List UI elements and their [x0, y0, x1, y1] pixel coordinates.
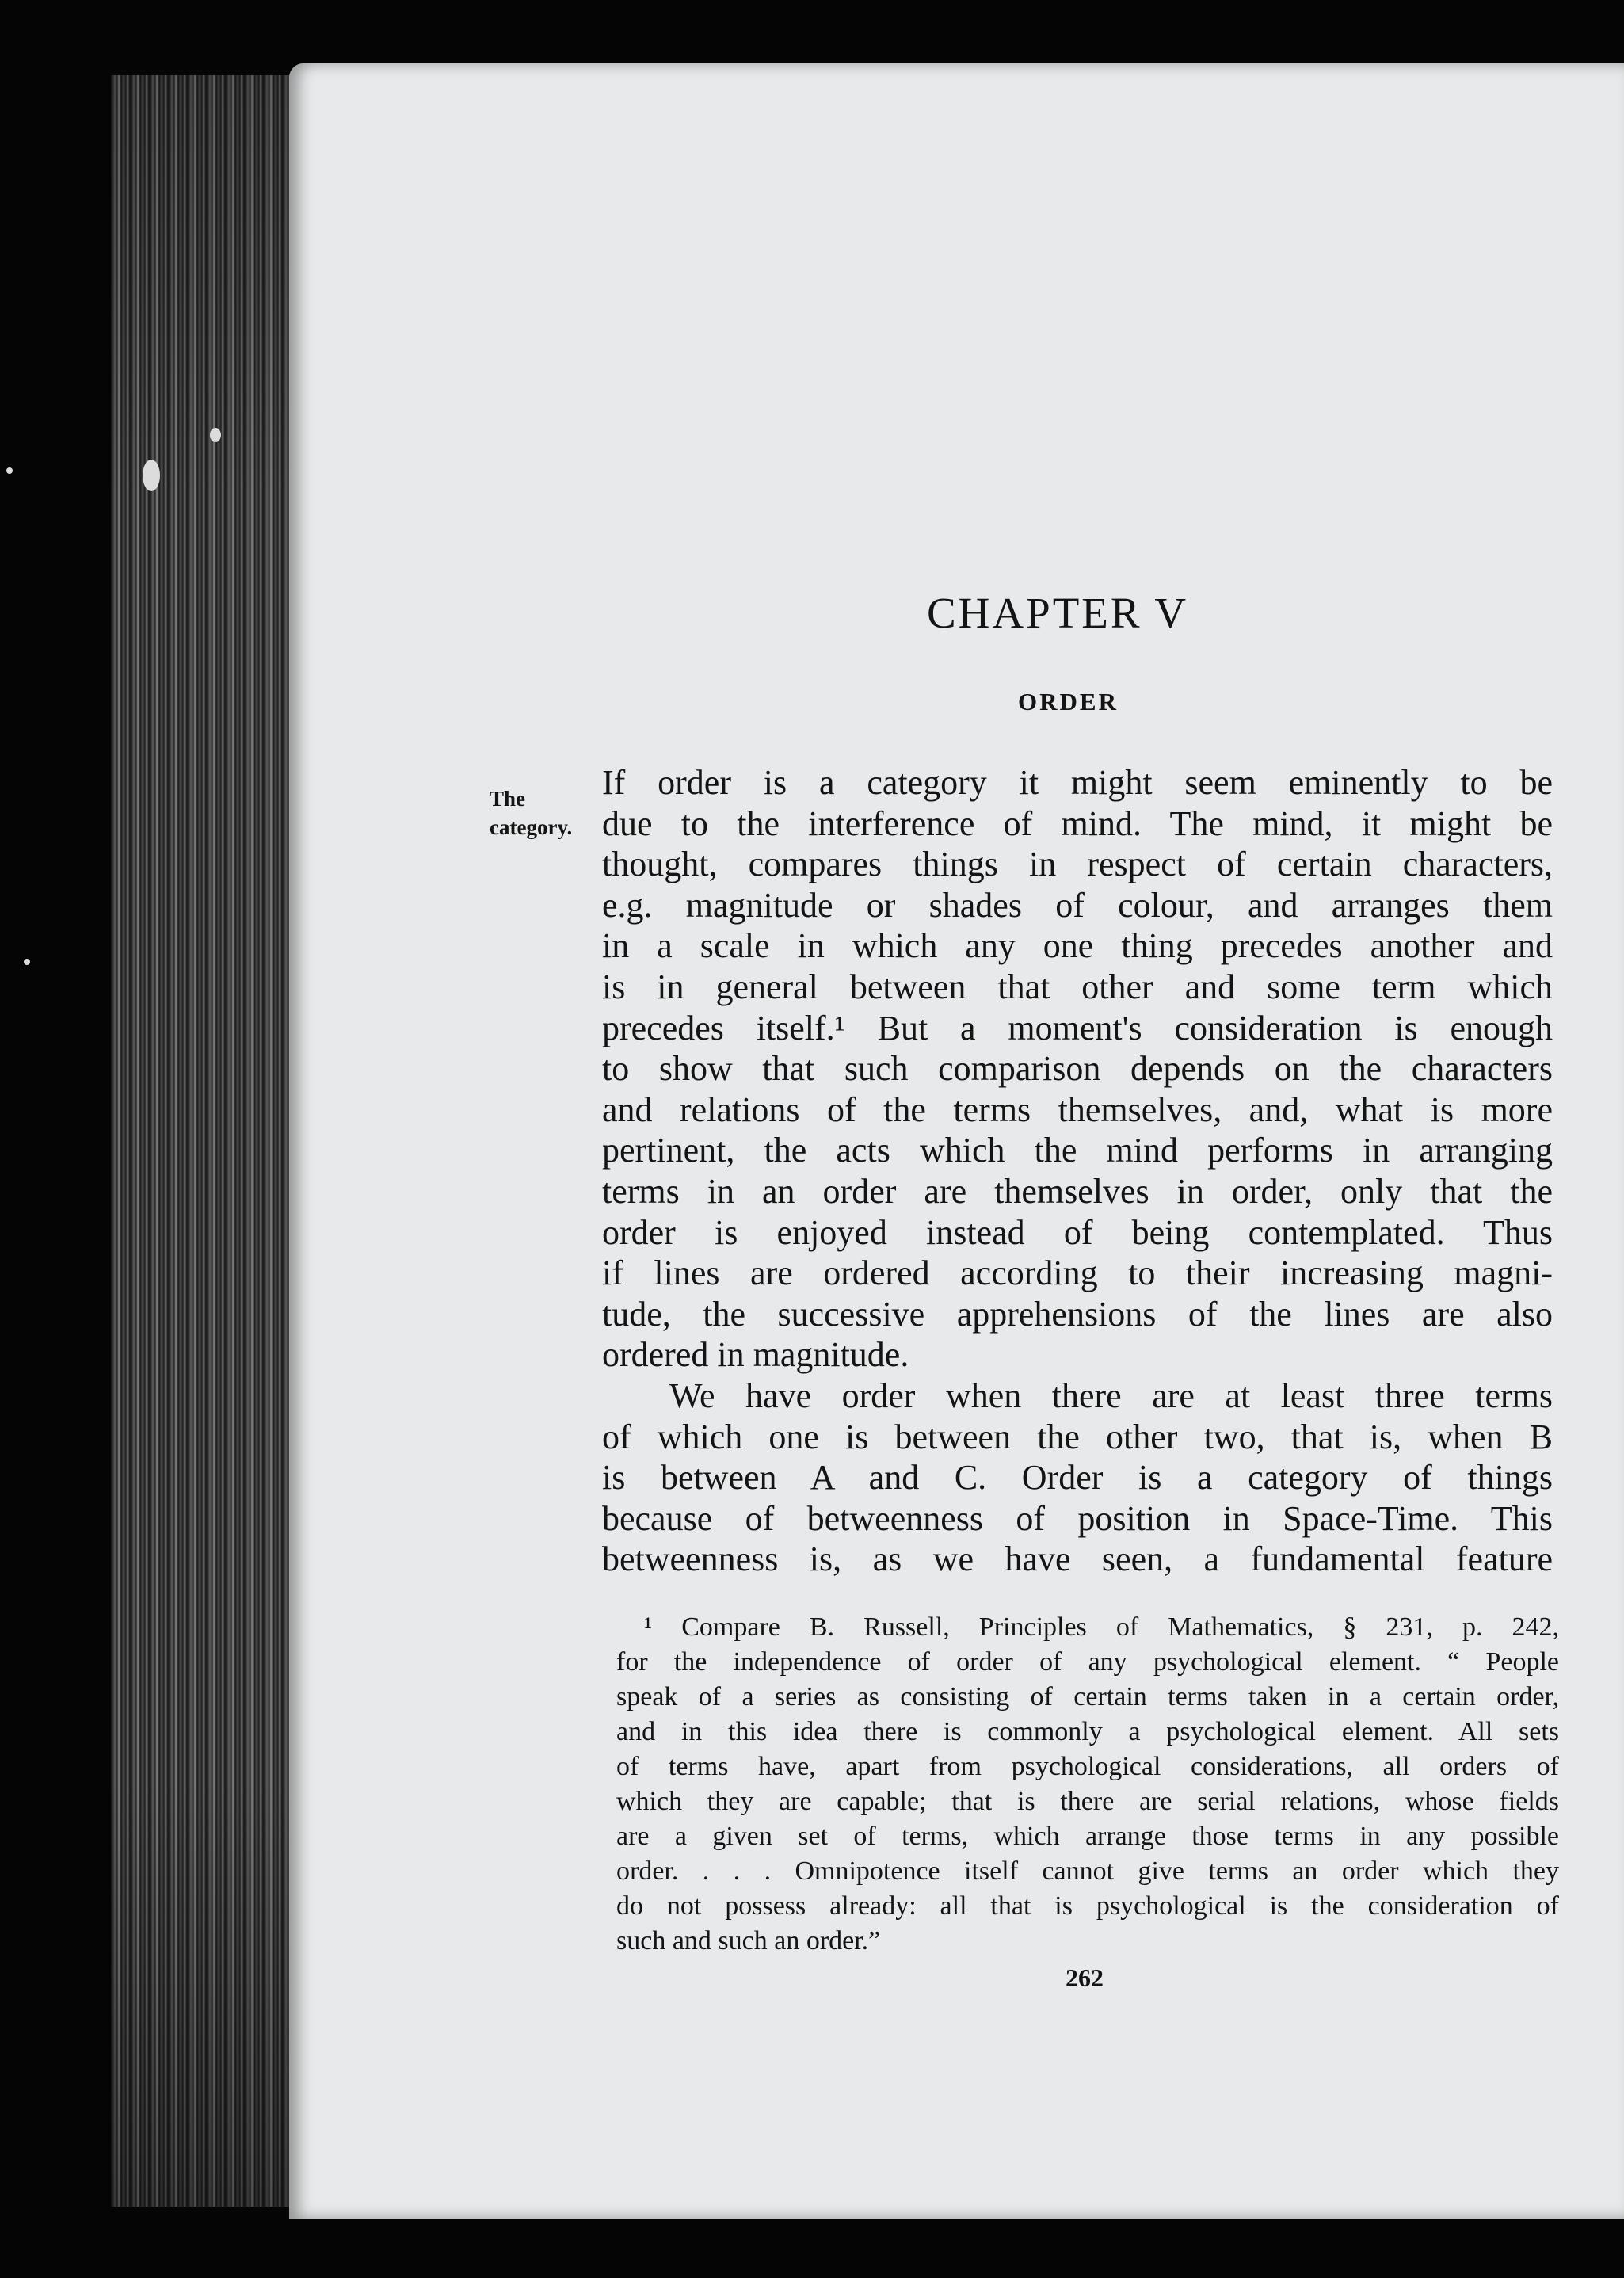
body-line: due to the interference of mind. The mind, it might be — [602, 803, 1553, 843]
margin-note-line: The — [490, 787, 526, 811]
body-line: precedes itself.¹ But a moment's consideration is enough — [602, 1008, 1553, 1047]
body-line: because of betweenness of position in Space-Time. This — [602, 1498, 1553, 1538]
book-page-edges — [111, 75, 301, 2207]
body-line: thought, compares things in respect of certain characters, — [602, 845, 1553, 884]
section-title: ORDER — [1018, 688, 1119, 715]
body-line: if lines are ordered according to their increasing magni- — [602, 1253, 1553, 1293]
footnote-line: order. . . . Omnipotence itself cannot give terms an order which they — [616, 1856, 1559, 1886]
body-line: order is enjoyed instead of being contemplated. Thus — [602, 1212, 1553, 1252]
body-line: If order is a category it might seem eminently to be — [602, 763, 1553, 802]
body-line: is in general between that other and some term which — [602, 967, 1553, 1006]
footnote-line: of terms have, apart from psychological considerations, all orders of — [616, 1752, 1559, 1781]
chapter-title: CHAPTER V — [927, 589, 1189, 637]
body-line: We have order when there are at least three terms — [669, 1376, 1553, 1415]
footnote-line: speak of a series as consisting of certain terms taken in a certain order, — [616, 1682, 1559, 1711]
footnote-line: and in this idea there is commonly a psychological element. All sets — [616, 1717, 1559, 1746]
dust-speck — [6, 467, 13, 474]
body-line: tude, the successive apprehensions of the lines are also — [602, 1294, 1553, 1334]
body-line: terms in an order are themselves in order, only that the — [602, 1171, 1553, 1211]
footnote-line: such and such an order.” — [616, 1926, 881, 1956]
page-number: 262 — [1066, 1963, 1104, 1992]
footnote-line: do not possess already: all that is psychological is the consideration of — [616, 1891, 1559, 1921]
body-text — [602, 762, 1553, 1580]
body-line: ordered in magnitude. — [602, 1335, 909, 1375]
body-line: pertinent, the acts which the mind performs in arranging — [602, 1131, 1553, 1170]
body-line: in a scale in which any one thing precedes another and — [602, 926, 1553, 966]
dust-speck — [210, 428, 221, 442]
footnote-line: are a given set of terms, which arrange those terms in any possible — [616, 1822, 1559, 1851]
footnote-line: for the independence of order of any psychological element. “ People — [616, 1647, 1559, 1677]
dust-speck — [24, 959, 30, 965]
footnote — [616, 1610, 1559, 1959]
body-line: and relations of the terms themselves, and, what is more — [602, 1089, 1553, 1129]
body-line: betweenness is, as we have seen, a fundamental feature — [602, 1540, 1553, 1579]
body-line: e.g. magnitude or shades of colour, and arranges them — [602, 885, 1553, 925]
dust-speck — [143, 460, 160, 491]
body-line: of which one is between the other two, that is, when B — [602, 1417, 1553, 1456]
body-line: to show that such comparison depends on the characters — [602, 1049, 1553, 1089]
margin-note — [490, 784, 572, 841]
body-line: is between A and C. Order is a category of things — [602, 1458, 1553, 1498]
footnote-line: ¹ Compare B. Russell, Principles of Mathematics, § 231, p. 242, — [644, 1612, 1559, 1642]
footnote-line: which they are capable; that is there are serial relations, whose fields — [616, 1787, 1559, 1816]
margin-note-line: category. — [490, 815, 573, 839]
